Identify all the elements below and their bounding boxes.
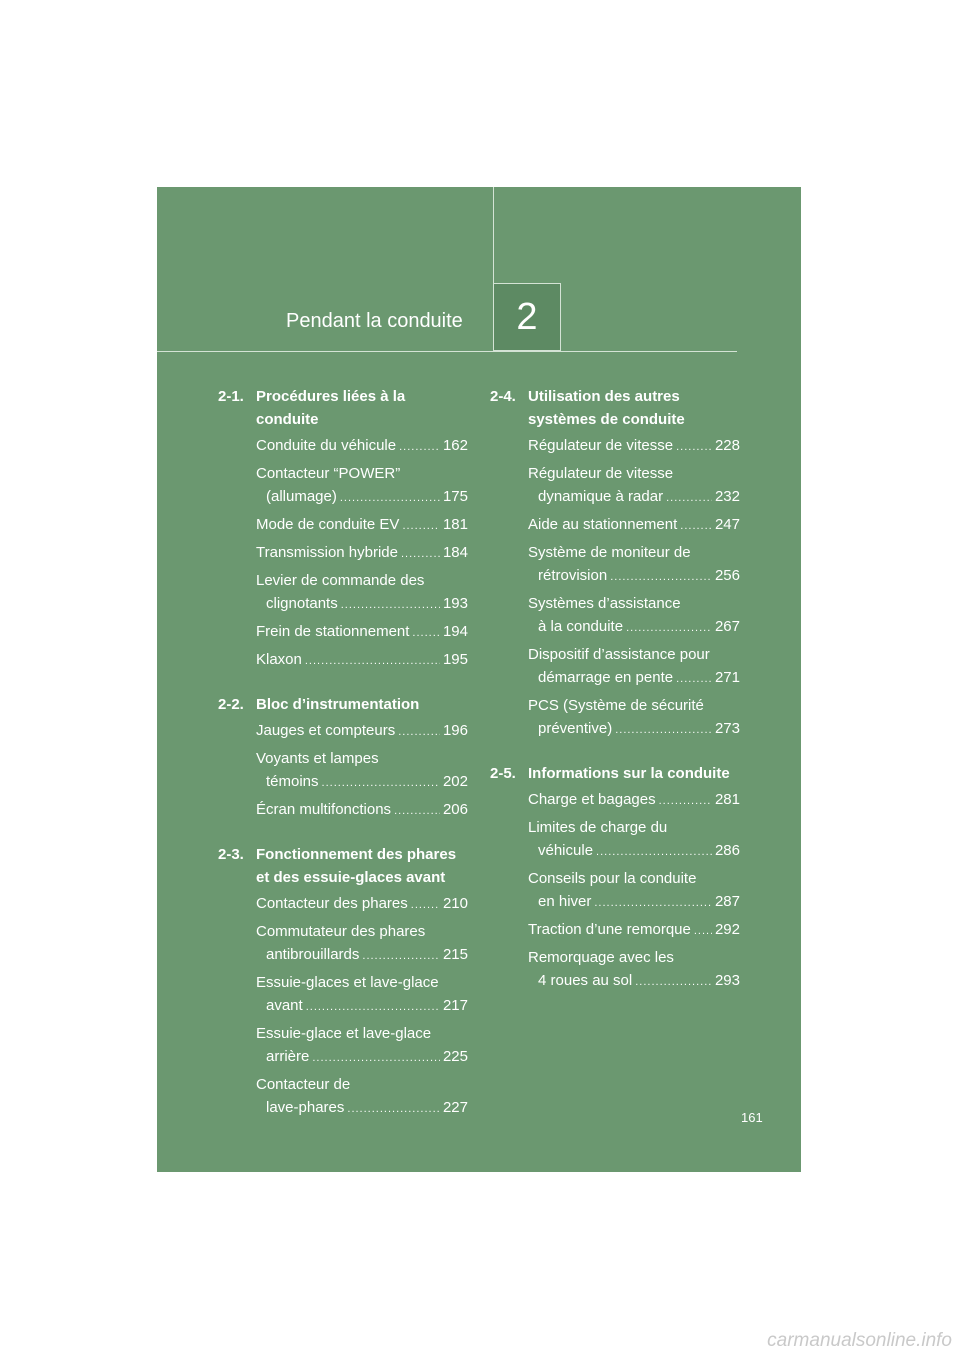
entry-label: dynamique à radar [538,488,664,505]
entry-label: (allumage) [266,488,337,505]
dot-leader [402,515,440,538]
entry-label: Aide au stationnement [528,516,678,533]
entry-label: Régulateur de vitesse [528,437,674,454]
toc-entry[interactable] [218,798,468,823]
entry-page: 292 [714,921,740,938]
dot-leader [398,721,440,744]
toc-entry[interactable] [490,513,740,538]
section-number: 2-1. [218,388,244,405]
entry-label: Conseils pour la conduite [528,870,697,887]
entry-label: 4 roues au sol [538,972,633,989]
section-title: Informations sur la conduite [528,765,730,782]
dot-leader [676,436,712,459]
entry-page: 194 [442,623,468,640]
entry-page: 287 [714,893,740,910]
toc-entry[interactable] [490,592,740,640]
section-title: Fonctionnement des phares et des essuie-glaces avant [256,846,457,886]
entry-page: 267 [714,618,740,635]
dot-leader [306,996,440,1019]
dot-leader [680,515,712,538]
entry-label: Essuie-glace et lave-glace [256,1025,432,1042]
section-number: 2-2. [218,696,244,713]
dot-leader [312,1047,440,1070]
toc-entry[interactable] [218,541,468,566]
entry-page: 184 [442,544,468,561]
dot-leader [322,772,440,795]
toc-entry[interactable] [490,788,740,813]
entry-label: Dispositif d’assistance pour [528,646,710,663]
entry-label: préventive) [538,720,613,737]
chapter-number: 2 [493,283,561,351]
entry-page: 286 [714,842,740,859]
toc-entry[interactable] [218,1073,468,1121]
section-title: Procédures liées à la conduite [256,388,406,428]
entry-page: 210 [442,895,468,912]
section-heading [218,385,468,431]
entry-page: 256 [714,567,740,584]
entry-label: Frein de stationnement [256,623,410,640]
entry-page: 217 [442,997,468,1014]
section-title: Bloc d’instrumentation [256,696,420,713]
dot-leader [394,800,440,823]
dot-leader [594,892,712,915]
toc-right-column [490,385,740,1014]
section-heading [490,762,740,785]
dot-leader [305,650,440,673]
entry-label: Commutateur des phares [256,923,426,940]
toc-entry[interactable] [490,643,740,691]
dot-leader [340,487,440,510]
entry-label: Essuie-glaces et lave-glace [256,974,439,991]
entry-page: 181 [442,516,468,533]
entry-page: 202 [442,773,468,790]
toc-entry[interactable] [218,1022,468,1070]
dot-leader [341,594,440,617]
toc-left-column [218,385,468,1141]
entry-label: démarrage en pente [538,669,674,686]
entry-page: 247 [714,516,740,533]
toc-entry[interactable] [218,648,468,673]
entry-page: 232 [714,488,740,505]
entry-page: 293 [714,972,740,989]
section-heading [218,843,468,889]
entry-label: arrière [266,1048,310,1065]
dot-leader [615,719,712,742]
entry-label: avant [266,997,303,1014]
entry-label: clignotants [266,595,338,612]
toc-entry[interactable] [218,719,468,744]
entry-label: Contacteur “POWER” [256,465,401,482]
entry-label: antibrouillards [266,946,360,963]
entry-label: véhicule [538,842,594,859]
dot-leader [347,1098,440,1121]
entry-page: 196 [442,722,468,739]
entry-page: 195 [442,651,468,668]
toc-entry[interactable] [218,434,468,459]
toc-section [218,693,468,823]
dot-leader [411,894,440,917]
entry-label: Régulateur de vitesse [528,465,674,482]
section-heading [218,693,468,716]
dot-leader [659,790,712,813]
entry-label: Jauges et compteurs [256,722,396,739]
section-heading [490,385,740,431]
watermark: carmanualsonline.info [767,1330,952,1351]
toc-entry[interactable] [218,920,468,968]
toc-section [490,385,740,742]
entry-page: 206 [442,801,468,818]
toc-entry[interactable] [490,694,740,742]
toc-entry[interactable] [490,918,740,943]
entry-page: 215 [442,946,468,963]
dot-leader [401,543,440,566]
entry-label: Remorquage avec les [528,949,674,966]
entry-label: Charge et bagages [528,791,656,808]
entry-label: Mode de conduite EV [256,516,400,533]
page-number: 161 [741,1110,763,1125]
toc-entry[interactable] [218,513,468,538]
chapter-title: Pendant la conduite [286,310,463,332]
dot-leader [399,436,440,459]
dot-leader [596,841,712,864]
entry-page: 228 [714,437,740,454]
entry-label: Contacteur de [256,1076,351,1093]
entry-label: Traction d’une remorque [528,921,691,938]
toc-entry[interactable] [218,892,468,917]
entry-page: 225 [442,1048,468,1065]
entry-page: 175 [442,488,468,505]
toc-entry[interactable] [218,747,468,795]
entry-label: lave-phares [266,1099,345,1116]
entry-label: Écran multifonctions [256,801,392,818]
section-number: 2-4. [490,388,516,405]
entry-label: témoins [266,773,319,790]
entry-label: Voyants et lampes [256,750,379,767]
entry-label: Klaxon [256,651,302,668]
dot-leader [610,566,712,589]
dot-leader [362,945,440,968]
entry-page: 162 [442,437,468,454]
entry-page: 273 [714,720,740,737]
toc-entry[interactable] [490,541,740,589]
dot-leader [635,971,712,994]
toc-entry[interactable] [218,569,468,617]
entry-label: Conduite du véhicule [256,437,397,454]
entry-label: PCS (Système de sécurité [528,697,704,714]
dot-leader [626,617,712,640]
entry-page: 193 [442,595,468,612]
toc-entry[interactable] [490,946,740,994]
entry-label: rétrovision [538,567,608,584]
toc-entry[interactable] [490,867,740,915]
dot-leader [412,622,440,645]
entry-label: Contacteur des phares [256,895,408,912]
section-number: 2-3. [218,846,244,863]
toc-entry[interactable] [218,620,468,645]
section-title: Utilisation des autres systèmes de conduite [528,388,685,428]
entry-page: 281 [714,791,740,808]
toc-entry[interactable] [218,462,468,510]
toc-entry[interactable] [490,816,740,864]
entry-label: Systèmes d’assistance [528,595,681,612]
entry-page: 227 [442,1099,468,1116]
toc-section [218,385,468,673]
entry-label: Levier de commande des [256,572,425,589]
dot-leader [666,487,712,510]
entry-label: Limites de charge du [528,819,668,836]
entry-label: en hiver [538,893,592,910]
toc-section [218,843,468,1121]
entry-label: à la conduite [538,618,624,635]
toc-entry[interactable] [490,434,740,459]
toc-entry[interactable] [490,462,740,510]
toc-section [490,762,740,994]
toc-entry[interactable] [218,971,468,1019]
dot-leader [694,920,712,943]
dot-leader [676,668,712,691]
section-number: 2-5. [490,765,516,782]
entry-label: Système de moniteur de [528,544,691,561]
entry-label: Transmission hybride [256,544,398,561]
entry-page: 271 [714,669,740,686]
header-divider-horizontal [157,351,737,352]
